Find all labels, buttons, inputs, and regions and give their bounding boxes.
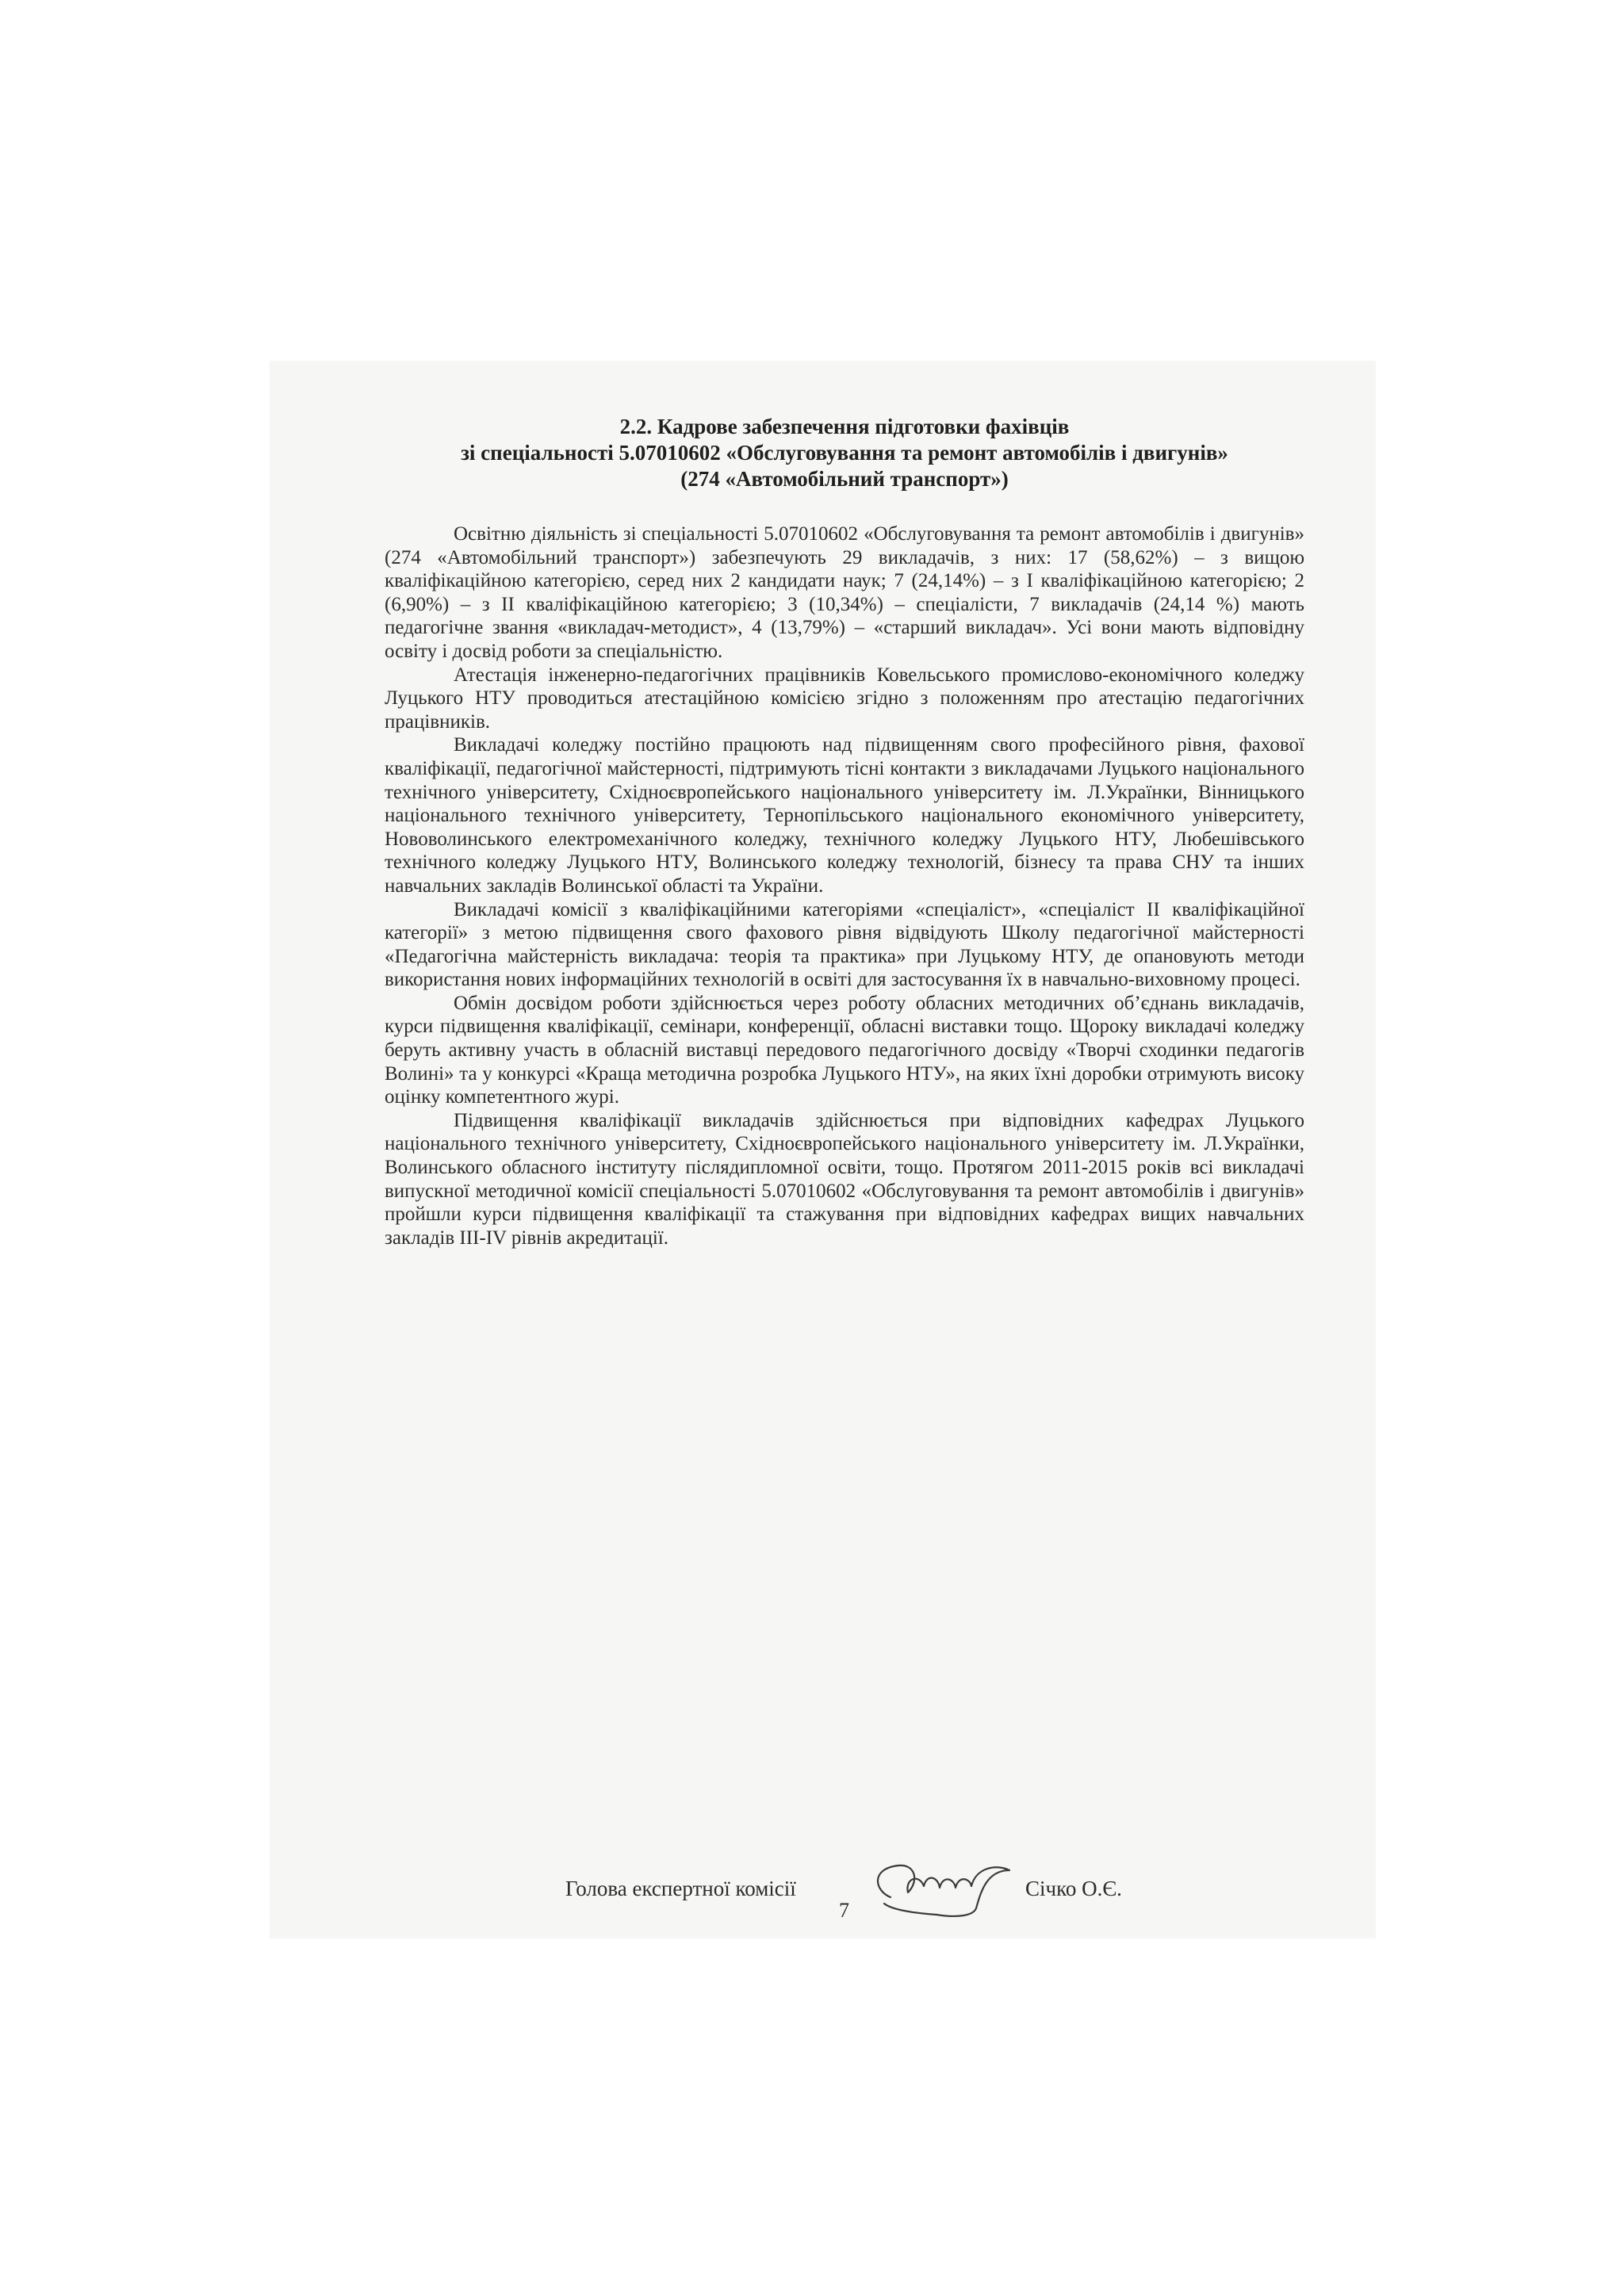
document-content: [385, 414, 1304, 1249]
paragraph-qualification-upgrade: Підвищення кваліфікації викладачів здійснюється при відповідних кафедрах Луцького національного технічного університету, Східноєвропейського національного університету ім. Л.Українки, Волинського обласного інституту післядипломної освіти, тощо. Протягом 2011-2015 років всі викладачі випускної методичної комісії спеціальності 5.07010602 «Обслуговування та ремонт автомобілів і двигунів» пройшли курси підвищення кваліфікації та стажування при відповідних кафедрах вищих навчальних закладів III-IV рівнів акредитації.: [385, 1109, 1304, 1249]
heading-line-1: 2.2. Кадрове забезпечення підготовки фахівців: [619, 415, 1070, 438]
handwritten-signature: [860, 1859, 1035, 1923]
paragraph-experience-exchange: Обмін досвідом роботи здійснюється через роботу обласних методичних об’єднань викладачів, курси підвищення кваліфікації, семінари, конференції, обласні виставки тощо. Щороку викладачі коледжу беруть активну участь в обласній виставці передового педагогічного досвіду «Творчі сходинки педагогів Волині» та у конкурсі «Краща методична розробка Луцького НТУ», на яких їхні доробки отримують високу оцінку компетентного журі.: [385, 992, 1304, 1108]
commission-head-name: Січко О.Є.: [1025, 1877, 1122, 1900]
commission-head-label: Голова експертної комісії: [565, 1877, 796, 1900]
page-number: 7: [839, 1899, 849, 1922]
section-heading: [385, 414, 1304, 492]
signature-block: [0, 1859, 1624, 1954]
paragraph-staffing: Освітню діяльність зі спеціальності 5.07010602 «Обслуговування та ремонт автомобілів і двигунів» (274 «Автомобільний транспорт») забезпечують 29 викладачів, з них: 17 (58,62%) – з вищою кваліфікаційною категорією, серед них 2 кандидати наук; 7 (24,14%) – з I кваліфікаційною категорією; 2 (6,90%) – з II кваліфікаційною категорією; 3 (10,34%) – спеціалісти, 7 викладачів (24,14 %) мають педагогічне звання «викладач-методист», 4 (13,79%) – «старший викладач». Усі вони мають відповідну освіту і досвід роботи за спеціальністю.: [385, 523, 1304, 662]
heading-line-2: зі спеціальності 5.07010602 «Обслуговування та ремонт автомобілів і двигунів»: [461, 441, 1228, 465]
heading-line-3: (274 «Автомобільний транспорт»): [680, 467, 1009, 491]
paragraph-professional-development: Викладачі коледжу постійно працюють над підвищенням свого професійного рівня, фахової кваліфікації, педагогічної майстерності, підтримують тісні контакти з викладачами Луцького національного технічного університету, Східноєвропейського національного університету ім. Л.Українки, Вінницького національного технічного університету, Тернопільського національного економічного університету, Нововолинського електромеханічного коледжу, технічного коледжу Луцького НТУ, Любешівського технічного коледжу Луцького НТУ, Волинського коледжу технологій, бізнесу та права СНУ та інших навчальних закладів Волинської області та України.: [385, 734, 1304, 897]
paragraph-attestation: Атестація інженерно-педагогічних працівників Ковельського промислово-економічного коледжу Луцького НТУ проводиться атестаційною комісією згідно з положенням про атестацію педагогічних працівників.: [385, 664, 1304, 733]
paragraph-pedagogical-school: Викладачі комісії з кваліфікаційними категоріями «спеціаліст», «спеціаліст II кваліфікаційної категорії» з метою підвищення свого фахового рівня відвідують Школу педагогічної майстерності «Педагогічна майстерність викладача: теорія та практика» при Луцькому НТУ, де опановують методи використання нових інформаційних технологій в освіті для застосування їх в навчально-виховному процесі.: [385, 898, 1304, 991]
